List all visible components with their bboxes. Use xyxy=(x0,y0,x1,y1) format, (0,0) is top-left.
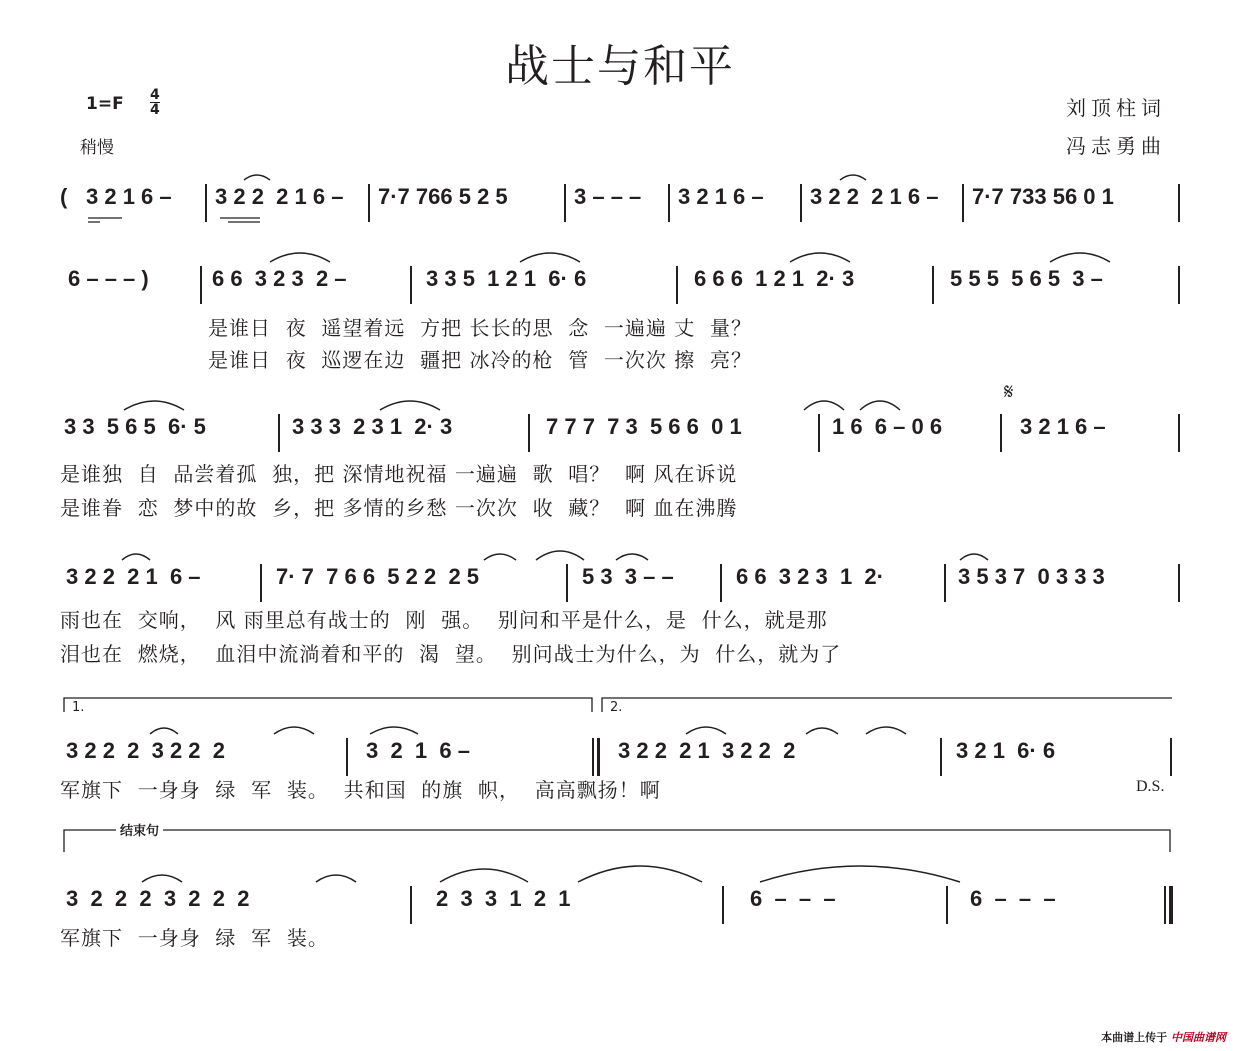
barline xyxy=(1170,738,1172,776)
measure: 3 2 2 2 3 2 2 2 xyxy=(66,738,226,763)
measure: 5 5 5 5 6 5 3 – xyxy=(950,266,1103,291)
measure: 3 2 2 2 1 6 – xyxy=(66,564,201,589)
measure: 6 6 6 1 2 1 2· 3 xyxy=(694,266,855,291)
measure: 3 3 5 1 2 1 6· 6 xyxy=(426,266,587,291)
measure: 3 2 2 2 1 6 – xyxy=(810,184,939,209)
lyric-verse-2: 是谁眷 恋 梦中的故 乡，把 多情的乡愁 一次次 收 藏？ 啊 血在沸腾 xyxy=(60,496,738,520)
measure: 3 2 1 6 – xyxy=(86,184,172,209)
slur-marks xyxy=(60,414,1182,464)
final-barline-thick xyxy=(1169,886,1173,924)
measure: 3 2 2 2 1 3 2 2 2 xyxy=(618,738,796,763)
measure: 3 2 1 6 – xyxy=(366,738,470,763)
staff-system-5 xyxy=(60,700,1182,808)
measure: 7·7 733 56 0 1 xyxy=(972,184,1114,209)
slur-marks xyxy=(60,266,1182,316)
staff-system-1 xyxy=(60,184,1182,234)
measure: 3 2 1 6 – xyxy=(1020,414,1106,439)
barline xyxy=(940,738,942,776)
measure: 6 6 3 2 3 2 – xyxy=(212,266,347,291)
time-signature-bottom: 4 xyxy=(150,102,160,118)
measure: 3 2 2 2 1 6 – xyxy=(215,184,344,209)
lyric-verse-1: 是谁日 夜 遥望着远 方把 长长的思 念 一遍遍 丈 量？ xyxy=(208,316,753,340)
measure: ( xyxy=(60,184,68,209)
measure: 3 3 5 6 5 6· 5 xyxy=(64,414,206,439)
barline xyxy=(722,886,724,924)
staff-system-3 xyxy=(60,380,1182,520)
measure: 3 – – – xyxy=(574,184,642,209)
final-barline xyxy=(1164,886,1166,924)
dal-segno-marking: D.S. xyxy=(1136,778,1165,795)
measure: 3 2 1 6 – xyxy=(678,184,764,209)
measure: 3 2 1 6· 6 xyxy=(956,738,1056,763)
measure: 5 3 3 – – xyxy=(582,564,674,589)
measure: 3 5 3 7 0 3 3 3 xyxy=(958,564,1105,589)
slur-marks xyxy=(60,184,1182,234)
repeat-barline-thick xyxy=(597,738,600,776)
barline xyxy=(346,738,348,776)
measure: 3 3 3 2 3 1 2· 3 xyxy=(292,414,453,439)
lyric-verse-1: 是谁独 自 品尝着孤 独，把 深情地祝福 一遍遍 歌 唱？ 啊 风在诉说 xyxy=(60,462,738,486)
measure: 6 6 3 2 3 1 2· xyxy=(736,564,884,589)
volta-2-label: 2. xyxy=(610,700,623,715)
footer-watermark xyxy=(1101,1029,1226,1045)
measure: 3 2 2 2 3 2 2 2 xyxy=(66,886,250,911)
staff-system-2 xyxy=(60,266,1182,372)
key-signature: 1=F xyxy=(86,94,124,114)
staff-system-6 xyxy=(60,824,1182,956)
barline xyxy=(410,886,412,924)
note-row xyxy=(60,886,1182,916)
repeat-barline xyxy=(592,738,594,776)
lyricist-credit: 刘顶柱词 xyxy=(1066,96,1166,120)
tempo-marking: 稍慢 xyxy=(80,138,114,158)
lyric-verse-2: 是谁日 夜 巡逻在边 疆把 冰冷的枪 管 一次次 擦 亮？ xyxy=(208,348,753,372)
site-logo-text[interactable]: 中国曲谱网 xyxy=(1171,1031,1226,1044)
barline xyxy=(946,886,948,924)
staff-system-4 xyxy=(60,564,1182,664)
lyric-line: 军旗下 一身身 绿 军 装。 共和国 的旗 帜， 高高飘扬！啊 xyxy=(60,778,661,802)
lyric-verse-2: 泪也在 燃烧， 血泪中流淌着和平的 渴 望。 别问战士为什么，为 什么，就为了 xyxy=(60,642,842,666)
segno-sign: 𝄋 xyxy=(1004,380,1014,405)
song-title: 战士与和平 xyxy=(505,41,735,92)
measure: 6 – – – xyxy=(970,886,1056,911)
measure: 6 – – – ) xyxy=(68,266,149,291)
time-signature-top: 4 xyxy=(150,87,160,103)
lyric-verse-1: 雨也在 交响， 风 雨里总有战士的 刚 强。 别问和平是什么，是 什么，就是那 xyxy=(60,608,828,632)
measure: 6 – – – xyxy=(750,886,836,911)
composer-credit: 冯志勇曲 xyxy=(1066,134,1166,158)
volta-1-label: 1. xyxy=(72,700,85,715)
footer-prefix: 本曲谱上传于 xyxy=(1101,1031,1168,1044)
measure: 1 6 6 – 0 6 xyxy=(832,414,943,439)
lyric-line: 军旗下 一身身 绿 军 装。 xyxy=(60,926,329,950)
measure: 2 3 3 1 2 1 xyxy=(436,886,571,911)
note-row xyxy=(60,738,1182,768)
measure: 7· 7 7 6 6 5 2 2 2 5 xyxy=(276,564,480,589)
measure: 7 7 7 7 3 5 6 6 0 1 xyxy=(546,414,742,439)
coda-label: 结束句 xyxy=(116,820,163,839)
measure: 7·7 766 5 2 5 xyxy=(378,184,508,209)
time-signature xyxy=(150,88,160,117)
